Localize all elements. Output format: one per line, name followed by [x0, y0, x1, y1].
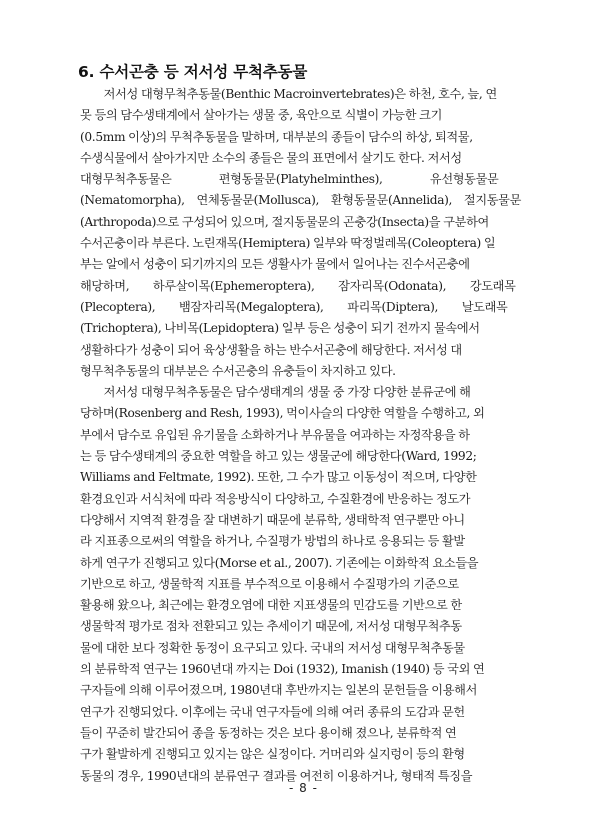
text-line: (Nematomorpha), 연체동물문(Mollusca), 환형동물문(Annelida), 절지동물문: [80, 193, 522, 208]
text-line: (Trichoptera), 나비목(Lepidoptera) 일부 등은 성충이 되기 전까지 물속에서: [80, 321, 480, 336]
text-line: Williams and Feltmate, 1992). 또한, 그 수가 많고 이동성이 적으며, 다양한: [80, 470, 477, 485]
text-line: 못 등의 담수생태계에서 살아가는 생물 중, 육안으로 식별이 가능한 크기: [80, 108, 443, 123]
text-line: 수서곤충이라 부른다. 노린재목(Hemiptera) 일부와 딱정벌레목(Coleoptera) 일: [80, 236, 496, 251]
text-line: 하게 연구가 진행되고 있다(Morse et al., 2007). 기존에는 이화학적 요소들을: [80, 555, 479, 570]
text-line: (0.5mm 이상)의 무척추동물을 말하며, 대부분의 종들이 담수의 하상, 퇴적물,: [80, 129, 473, 144]
text-line: 활용해 왔으나, 최근에는 환경오염에 대한 지표생물의 민감도를 기반으로 한: [80, 598, 462, 613]
text-line: 동물의 경우, 1990년대의 분류연구 결과를 여전히 이용하거나, 형태적 특징을: [80, 768, 473, 783]
text-line: 들이 꾸준히 발간되어 종을 동정하는 것은 보다 용이해 졌으나, 분류학적 연: [80, 725, 457, 740]
text-line: 저서성 대형무척추동물(Benthic Macroinvertebrates)은 하천, 호수, 늪, 연: [80, 87, 497, 101]
text-line: 부는 알에서 성충이 되기까지의 모든 생활사가 물에서 일어나는 진수서곤충에: [80, 257, 470, 272]
text-line: 구자들에 의해 이루어졌으며, 1980년대 후반까지는 일본의 문헌들을 이용해서: [80, 683, 478, 698]
text-line: 환경요인과 서식처에 따라 적응방식이 다양하고, 수질환경에 반응하는 정도가: [80, 491, 471, 506]
text-line: (Plecoptera), 뱀잠자리목(Megaloptera), 파리목(Diptera), 날도래목: [80, 299, 508, 314]
text-line: 생물학적 평가로 점차 전환되고 있는 추세이기 때문에, 저서성 대형무척추동: [80, 619, 462, 634]
text-line: 물에 대한 보다 정확한 동정이 요구되고 있다. 국내의 저서성 대형무척추동물: [80, 640, 465, 655]
text-line: 대형무척추동물은 편형동물문(Platyhelminthes), 유선형동물문: [80, 172, 499, 187]
text-line: 해당하며, 하루살이목(Ephemeroptera), 잠자리목(Odonata), 강도래목: [80, 278, 516, 293]
text-line: 저서성 대형무척추동물은 담수생태계의 생물 중 가장 다양한 분류군에 해: [80, 385, 471, 400]
text-line: 생활하다가 성충이 되어 육상생활을 하는 반수서곤충에 해당한다. 저서성 대: [80, 342, 462, 357]
text-line: 기반으로 하고, 생물학적 지표를 부수적으로 이용해서 수질평가의 기준으로: [80, 576, 459, 591]
paragraph-benthic-research: [80, 382, 528, 787]
text-line: 연구가 진행되었다. 이후에는 국내 연구자들에 의해 여러 종류의 도감과 문헌: [80, 704, 465, 719]
text-line: 의 분류학적 연구는 1960년대 까지는 Doi (1932), Imanish (1940) 등 국외 연: [80, 662, 485, 677]
text-line: 라 지표종으로써의 역할을 하거나, 수질평가 방법의 하나로 응용되는 등 활발: [80, 534, 465, 549]
body-text: [80, 84, 528, 787]
text-line: 부에서 담수로 유입된 유기물을 소화하거나 부유물을 여과하는 자정작용을 하: [80, 427, 470, 442]
text-line: 수생식물에서 살아가지만 소수의 종들은 물의 표면에서 살기도 한다. 저서성: [80, 150, 462, 165]
text-line: 구가 활발하게 진행되고 있지는 않은 실정이다. 거머리와 실지렁이 등의 환형: [80, 747, 465, 762]
text-line: 는 등 담수생태계의 중요한 역할을 하고 있는 생물군에 해당한다(Ward, 1992;: [80, 449, 477, 464]
text-line: 형무척추동물의 대부분은 수서곤충의 유충들이 차지하고 있다.: [80, 363, 396, 378]
text-line: 당하며(Rosenberg and Resh, 1993), 먹이사슬의 다양한 역할을 수행하고, 외: [80, 406, 485, 421]
section-heading: 6. 수서곤충 등 저서성 무척추동물: [78, 63, 308, 81]
text-line: 다양해서 지역적 환경을 잘 대변하기 때문에 분류학, 생태학적 연구뿐만 아니: [80, 512, 465, 527]
text-line: (Arthropoda)으로 구성되어 있으며, 절지동물문의 곤충강(Insecta)을 구분하여: [80, 214, 489, 229]
page-number: - 8 -: [289, 781, 318, 795]
paragraph-benthic-definition: [80, 84, 528, 382]
